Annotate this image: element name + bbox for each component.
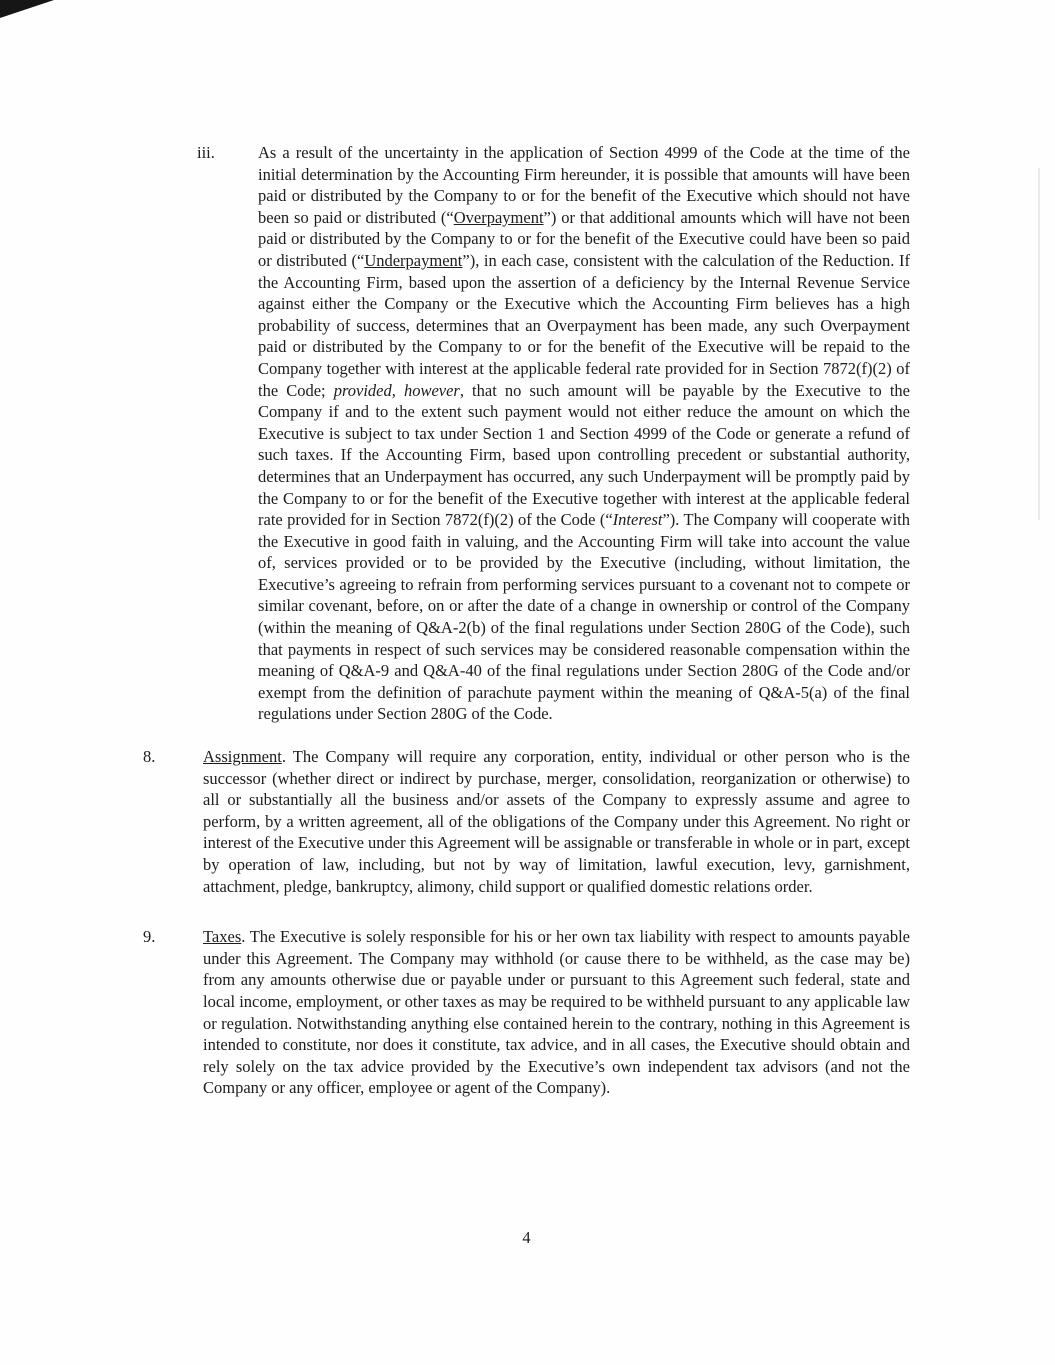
section-8-assignment <box>143 746 910 897</box>
page-number: 4 <box>522 1228 531 1247</box>
section-number: 8. <box>143 747 156 767</box>
paragraph-text: As a result of the uncertainty in the application of Section 4999 of the Code at the time of the initial determination by the Accounting Firm hereunder, it is possible that amounts will have been paid or distributed by the Company to or for the benefit of the Executive which should not have been so paid or distributed (“Overpayment”) or that additional amounts which will have not been paid or distributed by the Company to or for the benefit of the Executive could have been so paid or distributed (“Underpayment”), in each case, consistent with the calculation of the Reduction. If the Accounting Firm, based upon the assertion of a deficiency by the Internal Revenue Service against either the Company or the Executive which the Accounting Firm believes has a high probability of success, determines that an Overpayment has been made, any such Overpayment paid or distributed by the Company to or for the benefit of the Executive will be repaid to the Company together with interest at the applicable federal rate provided for in Section 7872(f)(2) of the Code; provided, however, that no such amount will be payable by the Executive to the Company if and to the extent such payment would not either reduce the amount on which the Executive is subject to tax under Section 1 and Section 4999 of the Code or generate a refund of such taxes. If the Accounting Firm, based upon controlling precedent or substantial authority, determines that an Underpayment has occurred, any such Underpayment will be promptly paid by the Company to or for the benefit of the Executive together with interest at the applicable federal rate provided for in Section 7872(f)(2) of the Code (“Interest”). The Company will cooperate with the Executive in good faith in valuing, and the Accounting Firm will take into account the value of, services provided or to be provided by the Executive (including, without limitation, the Executive’s agreeing to refrain from performing services pursuant to a covenant not to compete or similar covenant, before, on or after the date of a change in ownership or control of the Company (within the meaning of Q&A-2(b) of the final regulations under Section 280G of the Code), such that payments in respect of such services may be considered reasonable compensation within the meaning of Q&A-9 and Q&A-40 of the final regulations under Section 280G of the Code and/or exempt from the definition of parachute payment within the meaning of Q&A-5(a) of the final regulations under Section 280G of the Code. <box>258 143 911 724</box>
section-9-taxes <box>143 926 910 1099</box>
paragraph-text: Taxes. The Executive is solely responsible for his or her own tax liability with respect to amounts payable under this Agreement. The Company may withhold (or cause there to be withheld, as the case may be) from any amounts otherwise due or payable under or pursuant to this Agreement such federal, state and local income, employment, or other taxes as may be required to be withheld pursuant to any applicable law or regulation. Notwithstanding anything else contained herein to the contrary, nothing in this Agreement is intended to constitute, nor does it constitute, tax advice, and in all cases, the Executive should obtain and rely solely on the tax advice provided by the Executive’s own independent tax advisors (and not the Company or any officer, employee or agent of the Company). <box>203 927 910 1098</box>
list-item-iii <box>143 142 910 725</box>
paragraph-text: Assignment. The Company will require any corporation, entity, individual or other person who is the successor (whether direct or indirect by purchase, merger, consolidation, reorganization or otherwise) to all or substantially all the business and/or assets of the Company to expressly assume and agree to perform, by a written agreement, all of the obligations of the Company under this Agreement. No right or interest of the Executive under this Agreement will be assignable or transferable in whole or in part, except by operation of law, including, but not by way of limitation, lawful execution, levy, garnishment, attachment, pledge, bankruptcy, alimony, child support or qualified domestic relations order. <box>203 747 910 896</box>
scan-streak-artifact <box>1038 168 1040 520</box>
list-item-marker: iii. <box>197 143 215 162</box>
document-body <box>143 142 910 1099</box>
scan-corner-artifact <box>0 0 54 18</box>
section-number: 9. <box>143 927 156 947</box>
